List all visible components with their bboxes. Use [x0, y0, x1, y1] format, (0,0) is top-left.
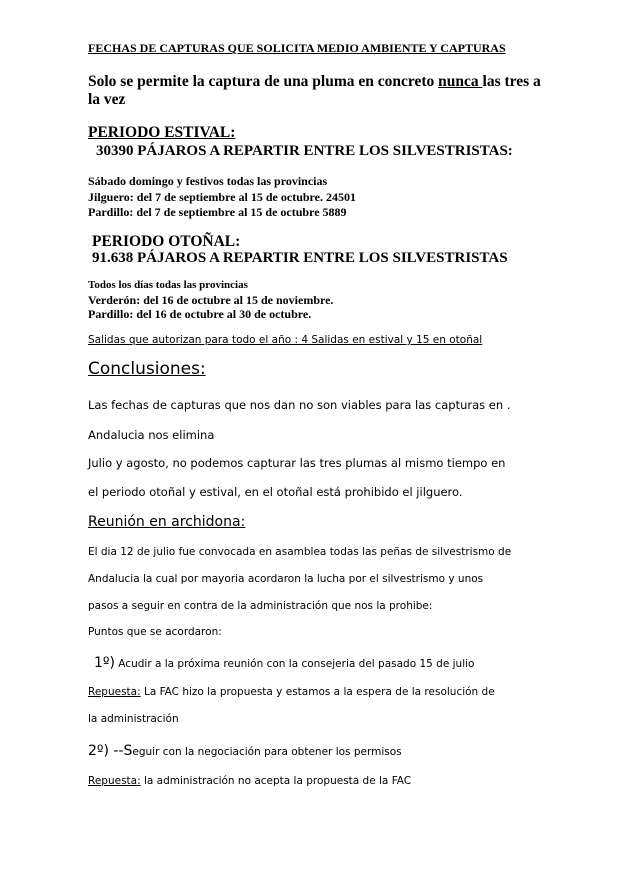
- intro-text-before: Solo se permite la captura de una pluma en concreto: [88, 73, 439, 90]
- otonal-subheading: 91.638 PÁJAROS A REPARTIR ENTRE LOS SILVESTRISTAS: [92, 250, 508, 266]
- otonal-days: Todos los días todas las provincias: [88, 279, 248, 291]
- respuesta-1-text: La FAC hizo la propuesta y estamos a la espera de la resolución de: [140, 686, 495, 698]
- reunion-line-2: Andalucia la cual por mayoria acordaron la lucha por el silvestrismo y unos: [88, 573, 484, 585]
- conclusiones-heading: Conclusiones:: [88, 359, 206, 379]
- estival-heading: PERIODO ESTIVAL:: [88, 124, 236, 141]
- punto-1-number: 1º): [94, 655, 115, 671]
- estival-days: Sábado domingo y festivos todas las provincias: [88, 174, 328, 188]
- respuesta-1-label: Repuesta:: [88, 686, 141, 698]
- salidas-note: Salidas que autorizan para todo el año : 4 Salidas en estival y 15 en otoñal: [88, 334, 483, 346]
- punto-2-text: eguir con la negociación para obtener los permisos: [132, 746, 402, 758]
- intro-text-nunca: nunca: [438, 73, 483, 90]
- reunion-puntos: Puntos que se acordaron:: [88, 626, 222, 638]
- intro-line-1: [88, 73, 541, 91]
- reunion-line-3: pasos a seguir en contra de la administración que nos la prohibe:: [88, 600, 433, 612]
- punto-1-text: Acudir a la próxima reunión con la consejeria del pasado 15 de julio: [114, 658, 475, 670]
- conclusiones-line-1: Las fechas de capturas que nos dan no son viables para las capturas en .: [88, 398, 511, 412]
- punto-2-number: 2º) --S: [88, 743, 133, 759]
- punto-2: [88, 740, 402, 759]
- respuesta-2-text: la administración no acepta la propuesta de la FAC: [140, 775, 412, 787]
- respuesta-2-label: Repuesta:: [88, 775, 141, 787]
- otonal-heading: PERIODO OTOÑAL:: [92, 233, 241, 250]
- estival-jilguero: Jilguero: del 7 de septiembre al 15 de octubre. 24501: [88, 190, 356, 204]
- conclusiones-line-2: Andalucia nos elimina: [88, 428, 215, 442]
- document-title: FECHAS DE CAPTURAS QUE SOLICITA MEDIO AMBIENTE Y CAPTURAS: [88, 41, 506, 55]
- otonal-pardillo: Pardillo: del 16 de octubre al 30 de octubre.: [88, 307, 312, 321]
- estival-pardillo: Pardillo: del 7 de septiembre al 15 de octubre 5889: [88, 205, 347, 219]
- respuesta-1-continuation: la administración: [88, 713, 179, 725]
- reunion-line-1: El dia 12 de julio fue convocada en asamblea todas las peñas de silvestrismo de: [88, 546, 512, 558]
- otonal-verderon: Verderón: del 16 de octubre al 15 de noviembre.: [88, 293, 334, 307]
- conclusiones-line-3: Julio y agosto, no podemos capturar las tres plumas al mismo tiempo en: [88, 456, 506, 470]
- intro-line-2: la vez: [88, 91, 126, 108]
- respuesta-1: [88, 686, 495, 698]
- intro-text-after: las tres a: [482, 73, 541, 90]
- estival-subheading: 30390 PÁJAROS A REPARTIR ENTRE LOS SILVESTRISTAS:: [96, 143, 513, 159]
- respuesta-2: [88, 775, 411, 787]
- conclusiones-line-4: el periodo otoñal y estival, en el otoñal está prohibido el jilguero.: [88, 485, 463, 499]
- reunion-heading: Reunión en archidona:: [88, 514, 246, 530]
- punto-1: [94, 652, 474, 671]
